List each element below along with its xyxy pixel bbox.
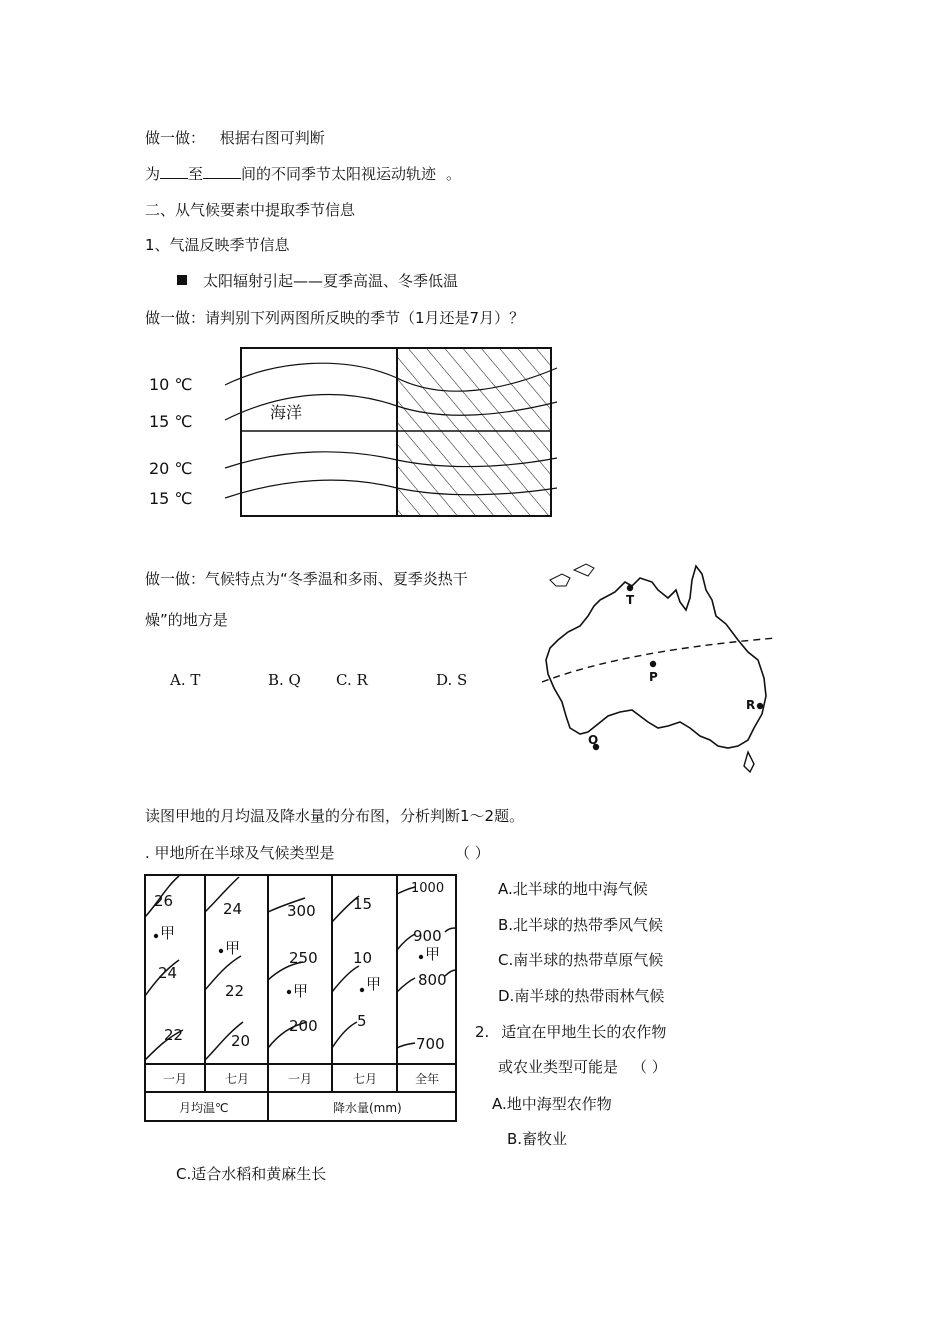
- site-label: 甲: [366, 975, 382, 993]
- fill-blank[interactable]: [203, 164, 241, 179]
- chart-value: 5: [357, 1012, 367, 1030]
- month-label: 一月: [163, 1072, 188, 1086]
- option-b[interactable]: B. Q: [268, 671, 301, 689]
- intro-label: 做一做：: [145, 129, 206, 147]
- q2-option-b[interactable]: B.畜牧业: [507, 1130, 568, 1148]
- chart-value: 24: [158, 964, 178, 982]
- site-label: 甲: [225, 939, 241, 957]
- site-marker: [419, 955, 423, 959]
- isotherm-label: 10 ℃: [149, 375, 193, 394]
- intro-text: 根据右图可判断: [219, 129, 325, 147]
- fill-blank[interactable]: [160, 164, 188, 179]
- option-c[interactable]: C. R: [336, 671, 368, 689]
- bullet-text: 太阳辐射引起——夏季高温、冬季低温: [203, 272, 459, 290]
- precip-caption: 降水量(mm): [333, 1101, 402, 1115]
- isotherm-label: 15 ℃: [149, 412, 193, 431]
- climate-question-line-2: 燥”的地方是: [145, 611, 228, 629]
- q1-option-c[interactable]: C.南半球的热带草原气候: [498, 951, 664, 969]
- month-label: 全年: [415, 1072, 440, 1086]
- chart-value: 10: [353, 949, 373, 967]
- point-r-label: R: [746, 698, 756, 712]
- site-marker: [154, 934, 158, 938]
- month-label: 七月: [353, 1072, 378, 1086]
- question-2-number: 2.: [475, 1023, 490, 1041]
- intro-text: 为: [145, 165, 161, 183]
- chart-value: 15: [353, 895, 373, 913]
- chart-value: 24: [223, 900, 243, 918]
- point-p-marker: [650, 661, 656, 667]
- chart-value: 900: [413, 927, 442, 945]
- intro-text: 。: [446, 165, 462, 183]
- temp-caption: 月均温℃: [179, 1101, 229, 1115]
- q2-option-c[interactable]: C.适合水稻和黄麻生长: [176, 1165, 327, 1183]
- site-label: 甲: [425, 945, 441, 963]
- isotherm-figure: [145, 340, 565, 525]
- intro-text: 间的不同季节太阳视运动轨迹: [241, 165, 437, 183]
- site-label: 甲: [160, 924, 176, 942]
- question-2-text: 适宜在甲地生长的农作物: [501, 1023, 667, 1041]
- q2-option-a[interactable]: A.地中海型农作物: [492, 1095, 612, 1113]
- intro-text: 至: [188, 165, 204, 183]
- month-label: 一月: [288, 1072, 313, 1086]
- australia-map: [540, 560, 780, 775]
- question-2-text: 或农业类型可能是: [498, 1058, 619, 1076]
- site-marker: [219, 949, 223, 953]
- point-q-label: Q: [588, 733, 599, 747]
- site-label: 甲: [293, 982, 309, 1000]
- climate-chart: [143, 872, 459, 1124]
- q1-option-d[interactable]: D.南半球的热带雨林气候: [498, 987, 665, 1005]
- point-p-label: P: [649, 670, 658, 684]
- month-label: 七月: [225, 1072, 250, 1086]
- chart-value: 26: [154, 892, 174, 910]
- task-prompt: 做一做：请判别下列两图所反映的季节（1月还是7月）？: [145, 309, 525, 327]
- point-t-marker: [627, 585, 633, 591]
- reading-intro: 读图甲地的月均温及降水量的分布图，分析判断1～2题。: [145, 807, 525, 825]
- q1-option-b[interactable]: B.北半球的热带季风气候: [498, 916, 664, 934]
- site-marker: [287, 990, 291, 994]
- chart-value: 250: [289, 949, 318, 967]
- question-1-answer-paren[interactable]: （ ）: [455, 844, 490, 862]
- option-d[interactable]: D. S: [436, 671, 468, 689]
- chart-value: 20: [231, 1032, 251, 1050]
- subsection-heading: 1、气温反映季节信息: [145, 236, 290, 254]
- chart-value: 300: [287, 902, 316, 920]
- chart-value: 22: [164, 1026, 184, 1044]
- islands-outline: [550, 564, 594, 586]
- chart-value: 700: [416, 1035, 445, 1053]
- point-t-label: T: [626, 593, 635, 607]
- option-a[interactable]: A. T: [170, 671, 201, 689]
- ocean-label: 海洋: [270, 403, 303, 422]
- point-r-marker: [757, 703, 763, 709]
- chart-value: 800: [418, 971, 447, 989]
- question-2-answer-paren[interactable]: （ ）: [632, 1058, 667, 1076]
- site-marker: [360, 988, 364, 992]
- question-2-stem-line-2: [498, 1056, 667, 1077]
- isotherm-label: 15 ℃: [149, 489, 193, 508]
- chart-value: 22: [225, 982, 245, 1000]
- chart-value: 200: [289, 1017, 318, 1035]
- q1-option-a[interactable]: A.北半球的地中海气候: [498, 880, 648, 898]
- chart-value: 1000: [411, 881, 445, 896]
- question-1-stem: . 甲地所在半球及气候类型是: [145, 844, 335, 862]
- australia-outline: [546, 566, 766, 748]
- isotherm-label: 20 ℃: [149, 459, 193, 478]
- intro-line-2: [145, 163, 461, 184]
- climate-question-line-1: 做一做：气候特点为“冬季温和多雨、夏季炎热干: [145, 570, 468, 588]
- bullet-item: [177, 270, 458, 291]
- land-hatch: [397, 348, 551, 516]
- section-heading: 二、从气候要素中提取季节信息: [145, 201, 356, 219]
- intro-line-1: [145, 127, 325, 148]
- tasmania-outline: [744, 752, 754, 772]
- question-2-stem-line-1: [475, 1021, 666, 1042]
- square-bullet-icon: [177, 275, 187, 285]
